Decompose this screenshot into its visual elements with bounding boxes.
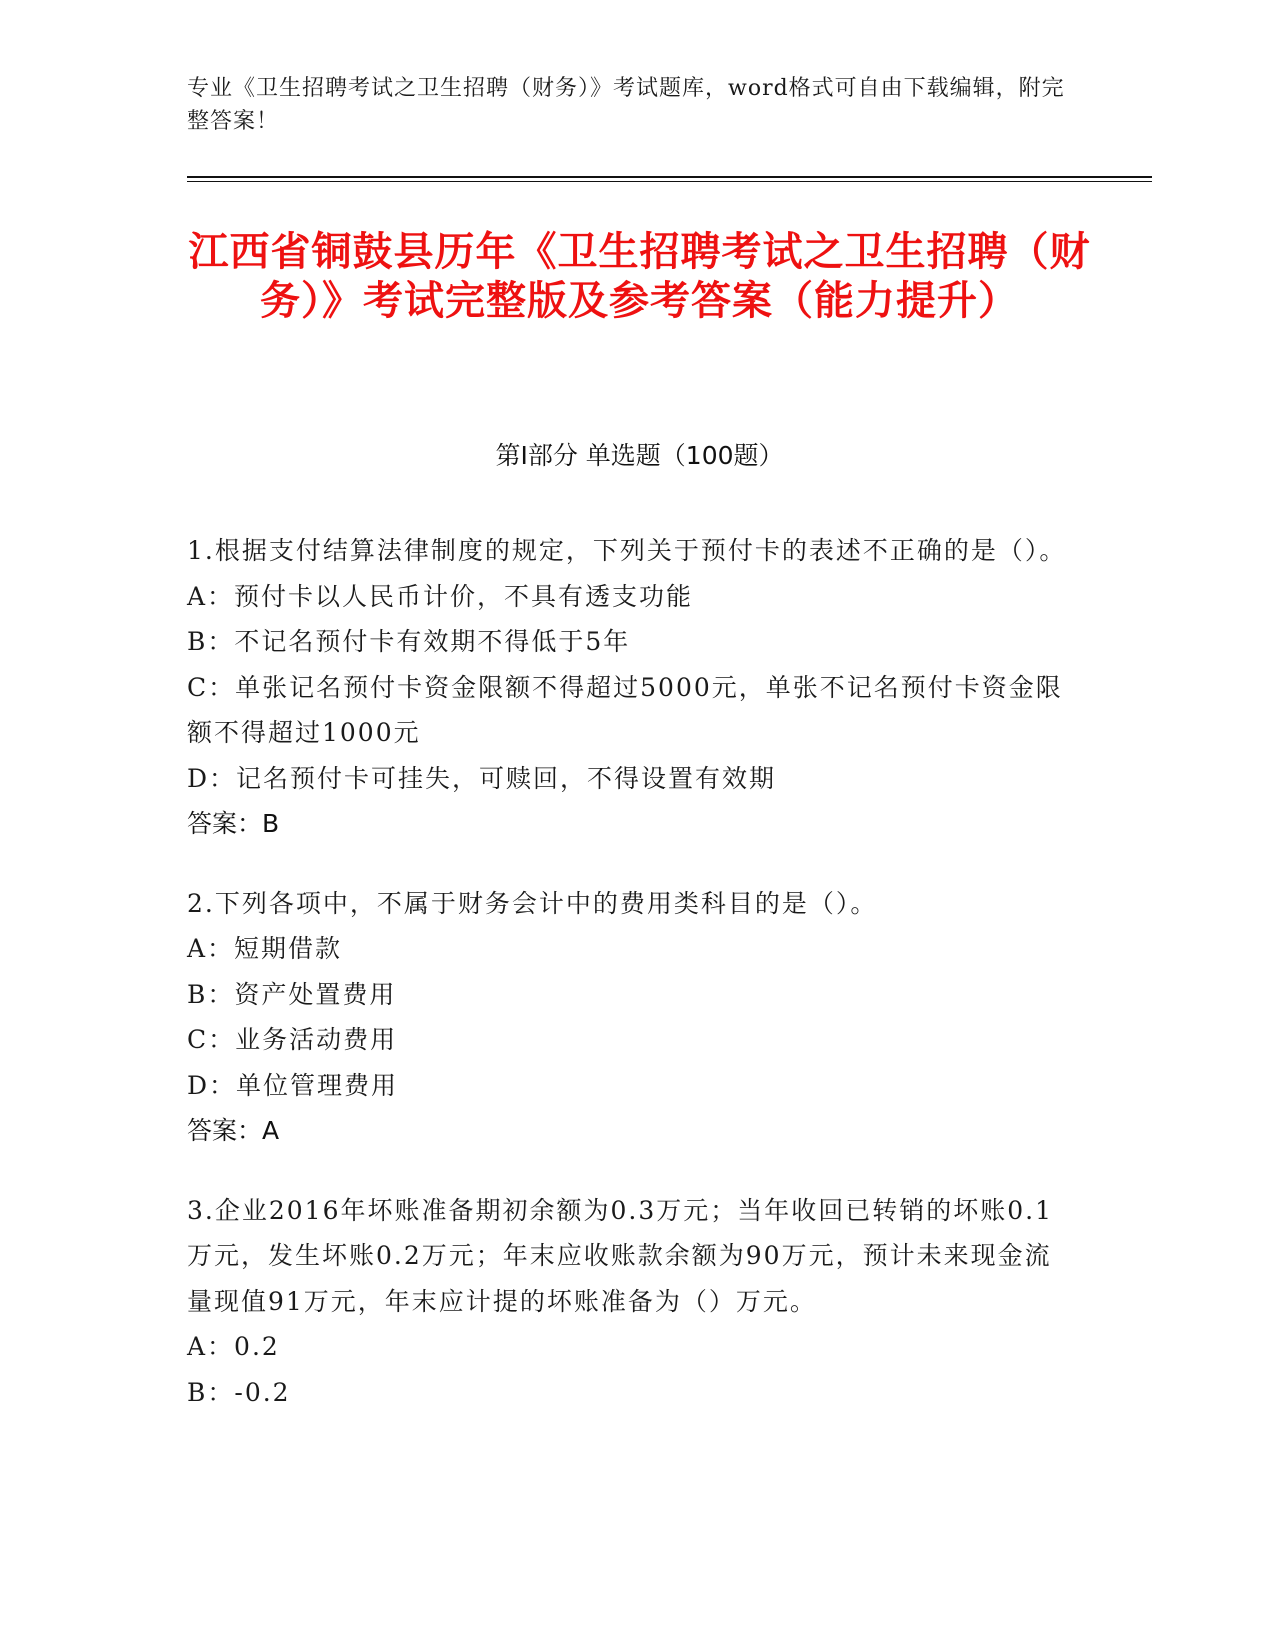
- question-2: [187, 881, 1077, 1154]
- option-a: A：0.2: [187, 1332, 280, 1361]
- question-3: [187, 1188, 1077, 1416]
- question-stem: 1.根据支付结算法律制度的规定，下列关于预付卡的表述不正确的是（）。: [187, 536, 1067, 565]
- header-rule-thick: [187, 176, 1152, 178]
- option-c: C：单张记名预付卡资金限额不得超过5000元，单张不记名预付卡资金限额不得超过1000元: [187, 672, 1063, 747]
- option-b: B：资产处置费用: [187, 979, 397, 1009]
- option-a: A：短期借款: [187, 934, 343, 963]
- question-1: [187, 528, 1077, 847]
- header-note: 专业《卫生招聘考试之卫生招聘（财务）》考试题库，word格式可自由下载编辑，附完整答案！: [187, 76, 1065, 134]
- question-list: [187, 528, 1077, 1449]
- option-b: B：不记名预付卡有效期不得低于5年: [187, 627, 631, 656]
- question-stem: 2.下列各项中，不属于财务会计中的费用类科目的是（）。: [187, 888, 878, 918]
- document-title: 江西省铜鼓县历年《卫生招聘考试之卫生招聘（财务）》考试完整版及参考答案（能力提升）: [188, 229, 1091, 324]
- option-a: A：预付卡以人民币计价，不具有透支功能: [187, 581, 694, 611]
- answer-line: 答案：B: [187, 809, 280, 838]
- option-d: D：记名预付卡可挂失，可赎回，不得设置有效期: [187, 763, 777, 793]
- answer-line: 答案：A: [187, 1116, 280, 1145]
- option-d: D：单位管理费用: [187, 1070, 399, 1100]
- question-stem: 3.企业2016年坏账准备期初余额为0.3万元；当年收回已转销的坏账0.1万元，发生坏账0.2万元；年末应收账款余额为90万元，预计未来现金流量现值91万元，年末应计提的坏账准备为（）万元。: [187, 1195, 1053, 1316]
- section-heading: 第I部分 单选题（100题）: [495, 441, 784, 470]
- option-c: C：业务活动费用: [187, 1025, 398, 1054]
- header-rule-thin: [187, 181, 1152, 182]
- option-b: B：-0.2: [187, 1377, 291, 1407]
